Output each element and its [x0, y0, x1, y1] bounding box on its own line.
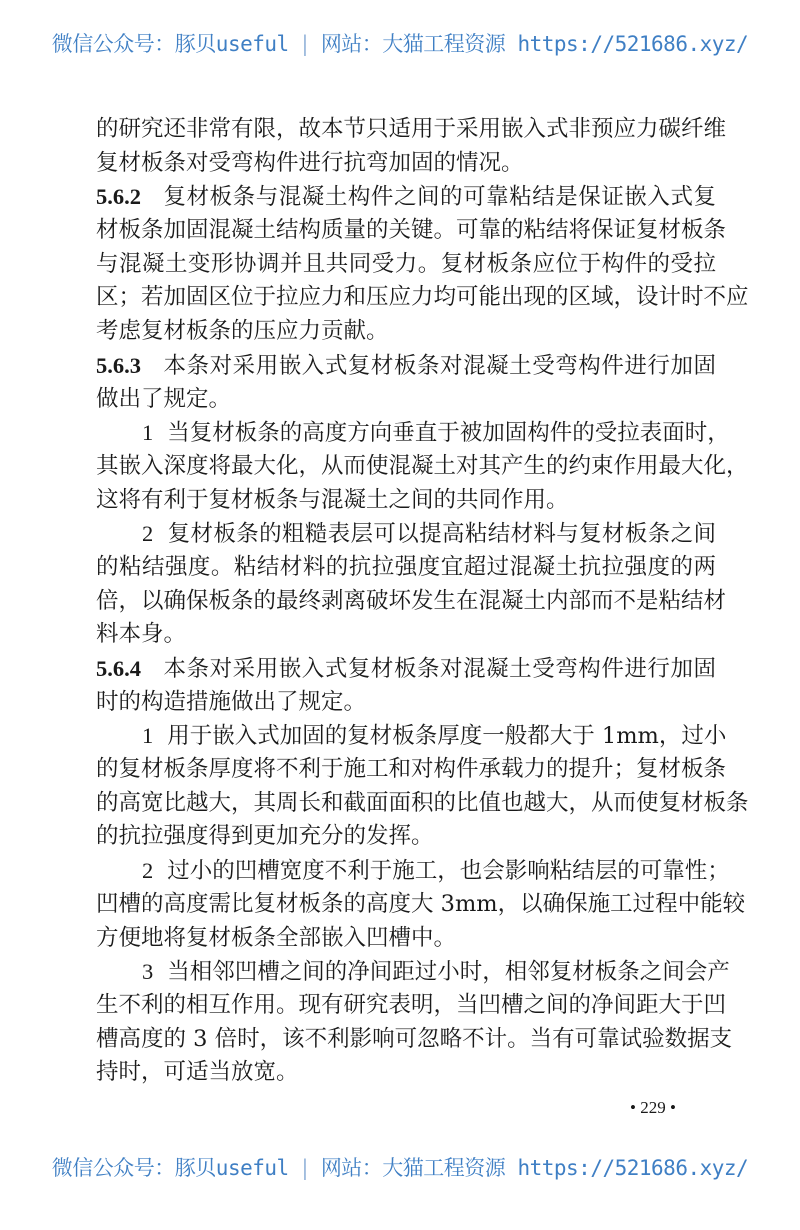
line-text: 区；若加固区位于拉应力和压应力均可能出现的区域，设计时不应 — [96, 284, 749, 311]
line-text: 当复材板条的高度方向垂直于被加固构件的受拉表面时， — [167, 420, 730, 447]
line-text: 时的构造措施做出了规定。 — [96, 688, 367, 715]
text-line — [96, 450, 749, 484]
page-number: • 229 • — [630, 1098, 676, 1117]
line-text: 的研究还非常有限，故本节只适用于采用嵌入式非预应力碳纤维 — [96, 116, 727, 142]
line-text: 与混凝土变形协调并且共同受力。复材板条应位于构件的受拉 — [96, 250, 716, 277]
line-text: 复材板条与混凝土构件之间的可靠粘结是保证嵌入式复 — [163, 184, 716, 211]
text-line — [96, 922, 716, 956]
watermark-header — [0, 28, 800, 58]
line-text: 的粘结强度。粘结材料的抗拉强度宜超过混凝土抗拉强度的两 — [96, 553, 716, 580]
watermark-wechat: 微信公众号：豚贝useful — [51, 32, 289, 56]
item-number: 3 — [142, 959, 154, 985]
line-text: 本条对采用嵌入式复材板条对混凝土受弯构件进行加固 — [163, 656, 716, 682]
section-line — [96, 180, 716, 214]
item-number: 1 — [142, 420, 154, 446]
line-text: 考虑复材板条的压应力贡献。 — [96, 318, 389, 345]
text-line — [96, 618, 716, 652]
text-line — [96, 214, 727, 248]
text-line — [96, 315, 716, 349]
section-line — [96, 652, 716, 686]
text-line — [96, 484, 716, 518]
watermark-separator: | — [298, 32, 311, 56]
watermark-website: 网站：大猫工程资源 https://521686.xyz/ — [320, 1156, 749, 1180]
text-line — [96, 955, 730, 989]
text-line — [96, 753, 727, 787]
line-text: 材板条加固混凝土结构质量的关键。可靠的粘结将保证复材板条 — [96, 217, 727, 244]
watermark-footer — [0, 1152, 800, 1182]
line-text: 持时，可适当放宽。 — [96, 1059, 299, 1086]
text-line — [96, 787, 749, 821]
line-text: 倍，以确保板条的最终剥离破坏发生在混凝土内部而不是粘结材 — [96, 587, 727, 614]
line-text: 复材板条对受弯构件进行抗弯加固的情况。 — [96, 149, 524, 176]
line-text: 本条对采用嵌入式复材板条对混凝土受弯构件进行加固 — [163, 352, 716, 379]
text-line — [96, 820, 716, 854]
line-text: 这将有利于复材板条与混凝土之间的共同作用。 — [96, 486, 569, 513]
watermark-wechat: 微信公众号：豚贝useful — [51, 1156, 289, 1180]
line-text: 料本身。 — [96, 621, 187, 648]
text-line — [96, 281, 749, 315]
text-line — [96, 383, 716, 417]
text-line — [96, 113, 727, 147]
line-text: 生不利的相互作用。现有研究表明，当凹槽之间的净间距大于凹 — [96, 991, 727, 1018]
line-text: 复材板条的粗糙表层可以提高粘结材料与复材板条之间 — [167, 521, 716, 548]
item-number: 2 — [142, 858, 154, 884]
line-text: 槽高度的 3 倍时，该不利影响可忽略不计。当有可靠试验数据支 — [96, 1025, 733, 1052]
line-text: 方便地将复材板条全部嵌入凹槽中。 — [96, 924, 457, 951]
line-text: 凹槽的高度需比复材板条的高度大 3mm，以确保施工过程中能较 — [96, 890, 746, 917]
line-text: 其嵌入深度将最大化，从而使混凝土对其产生的约束作用最大化， — [96, 452, 749, 479]
text-line — [96, 686, 716, 720]
text-line — [96, 551, 716, 585]
line-text: 做出了规定。 — [96, 385, 232, 412]
text-line — [96, 1023, 733, 1057]
section-line — [96, 349, 716, 383]
document-body — [96, 113, 749, 1090]
line-text: 的复材板条厚度将不利于施工和对构件承载力的提升；复材板条 — [96, 756, 727, 783]
line-text: 的高宽比越大，其周长和截面面积的比值也越大，从而使复材板条 — [96, 789, 749, 816]
section-number: 5.6.3 — [96, 352, 141, 378]
text-line — [96, 248, 716, 282]
text-line — [96, 416, 730, 450]
line-text: 过小的凹槽宽度不利于施工，也会影响粘结层的可靠性； — [167, 858, 730, 885]
text-line — [96, 854, 730, 888]
text-line — [96, 989, 727, 1023]
text-line — [96, 1056, 716, 1090]
section-number: 5.6.2 — [96, 184, 141, 210]
line-text: 用于嵌入式加固的复材板条厚度一般都大于 1mm，过小 — [167, 723, 727, 750]
text-line — [96, 517, 716, 551]
watermark-website: 网站：大猫工程资源 https://521686.xyz/ — [320, 32, 749, 56]
text-line — [96, 888, 746, 922]
text-line — [96, 585, 727, 619]
line-text: 的抗拉强度得到更加充分的发挥。 — [96, 823, 434, 850]
text-line — [96, 147, 716, 181]
item-number: 2 — [142, 521, 154, 547]
section-number: 5.6.4 — [96, 656, 141, 681]
item-number: 1 — [142, 723, 154, 749]
text-line — [96, 719, 727, 753]
watermark-separator: | — [298, 1156, 311, 1180]
line-text: 当相邻凹槽之间的净间距过小时，相邻复材板条之间会产 — [167, 959, 730, 986]
